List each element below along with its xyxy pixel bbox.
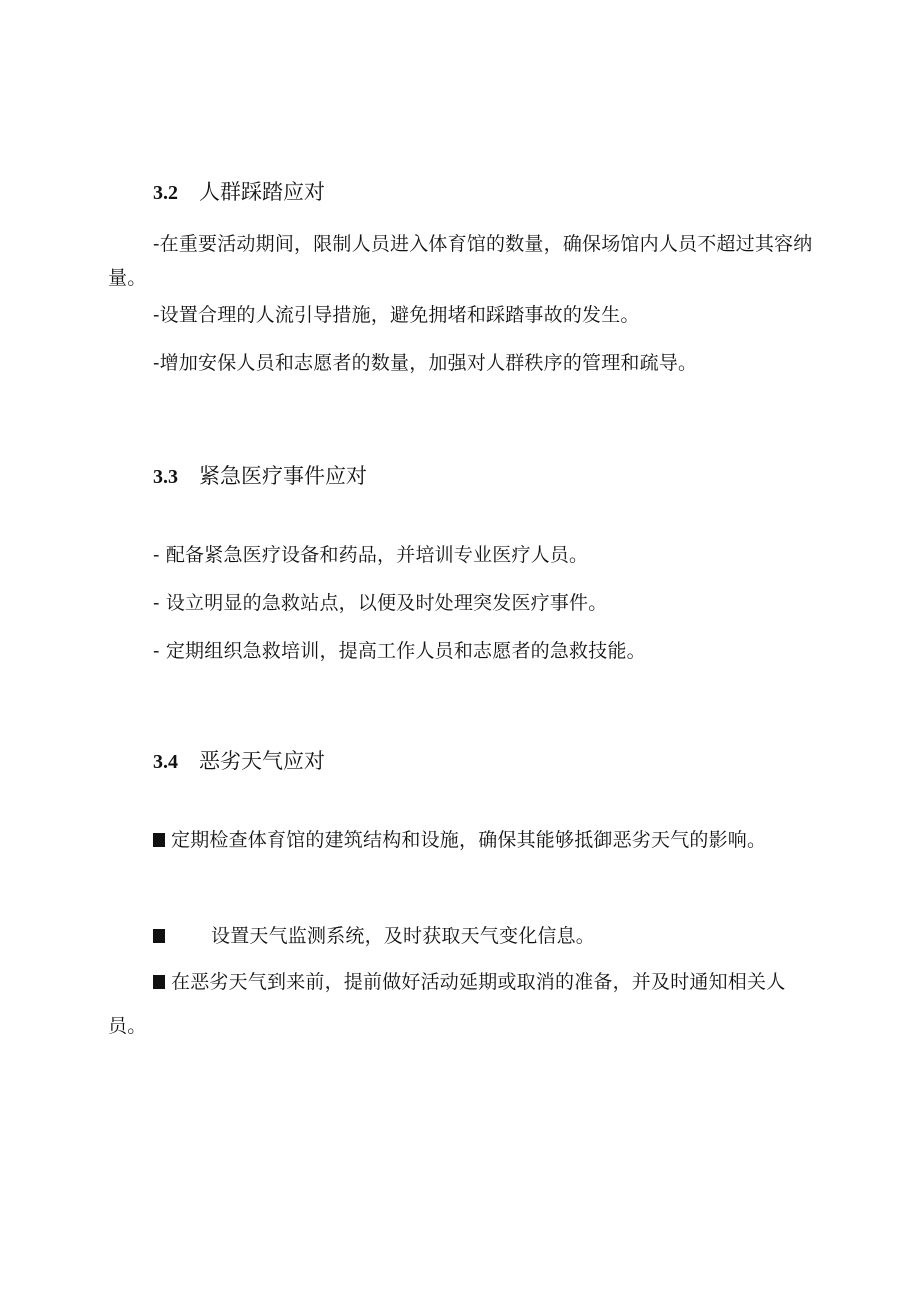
square-bullet-icon — [153, 975, 165, 989]
list-item-text: 设置天气监测系统，及时获取天气变化信息。 — [211, 925, 596, 947]
paragraph: -在重要活动期间，限制人员进入体育馆的数量，确保场馆内人员不超过其容纳量。 — [108, 233, 813, 289]
section-number: 3.4 — [153, 751, 178, 773]
section-heading-3-2 — [153, 176, 325, 206]
list-item-text: 在恶劣天气到来前，提前做好活动延期或取消的准备，并及时通知相关人员。 — [108, 971, 786, 1037]
section-heading-3-4 — [153, 745, 325, 775]
list-item — [153, 921, 595, 948]
section-number: 3.3 — [153, 466, 178, 488]
list-item — [108, 960, 820, 1048]
section-title: 人群踩踏应对 — [199, 180, 325, 204]
section-heading-3-3 — [153, 460, 367, 490]
list-item: - 配备紧急医疗设备和药品，并培训专业医疗人员。 — [153, 544, 589, 566]
section-title: 紧急医疗事件应对 — [199, 464, 367, 488]
paragraph: -设置合理的人流引导措施，避免拥堵和踩踏事故的发生。 — [153, 304, 640, 326]
section-title: 恶劣天气应对 — [199, 749, 325, 773]
paragraph: -增加安保人员和志愿者的数量，加强对人群秩序的管理和疏导。 — [153, 352, 698, 374]
section-number: 3.2 — [153, 182, 178, 204]
square-bullet-icon — [153, 929, 165, 943]
list-item — [108, 818, 820, 862]
list-item: - 定期组织急救培训，提高工作人员和志愿者的急救技能。 — [153, 640, 646, 662]
list-item: - 设立明显的急救站点，以便及时处理突发医疗事件。 — [153, 592, 608, 614]
square-bullet-icon — [153, 833, 165, 847]
list-item-text: 定期检查体育馆的建筑结构和设施，确保其能够抵御恶劣天气的影响。 — [171, 829, 767, 851]
